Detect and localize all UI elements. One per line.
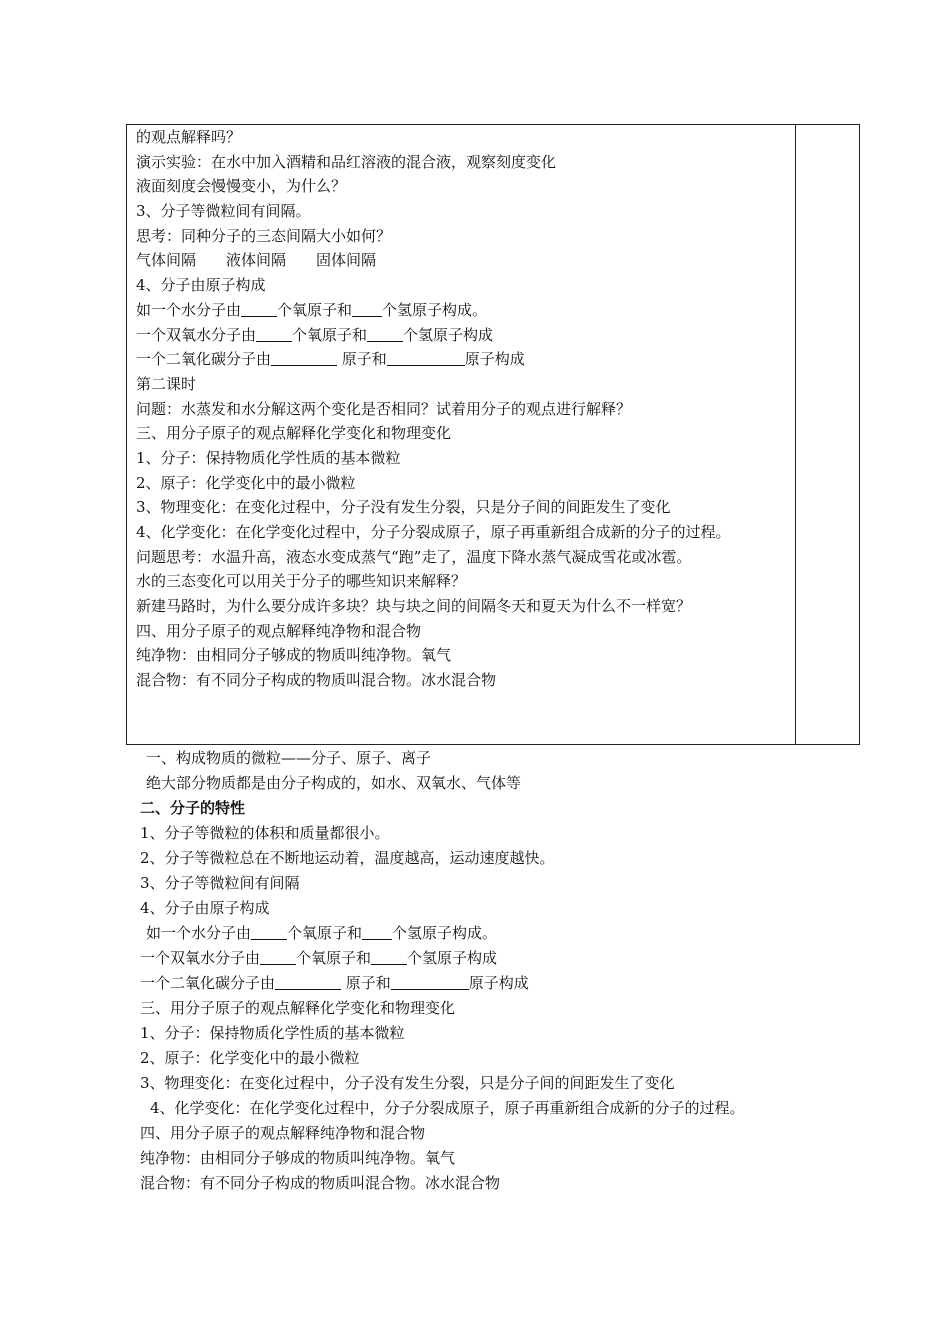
table-content-cell: [136, 125, 790, 693]
answer-blank[interactable]: [260, 949, 296, 965]
answer-blank[interactable]: [241, 301, 277, 317]
fill-text: 个氧原子和: [287, 924, 363, 942]
text-line: 4、分子由原子构成: [140, 899, 270, 917]
text-line: 问题思考：水温升高，液态水变成蒸气“跑”走了，温度下降水蒸气凝成雪花或冰雹。: [136, 547, 692, 566]
text-line: 混合物：有不同分子构成的物质叫混合物。冰水混合物: [140, 1174, 501, 1192]
fill-text: 一个二氧化碳分子由: [140, 974, 276, 992]
fill-in-water-molecule: [136, 298, 790, 323]
text-line: 2、原子：化学变化中的最小微粒: [140, 1049, 360, 1067]
text-line: 2、分子等微粒总在不断地运动着，温度越高，运动速度越快。: [140, 849, 555, 867]
fill-text: 个氢原子构成: [407, 949, 498, 967]
text-line: 第二课时: [136, 374, 197, 393]
table-column-divider: [795, 125, 796, 744]
text-line: 新建马路时，为什么要分成许多块？块与块之间的间隔冬天和夏天为什么不一样宽？: [136, 597, 692, 616]
fill-text: 个氢原子构成: [403, 325, 494, 344]
text-line: 3、物理变化：在变化过程中，分子没有发生分裂，只是分子间的间距发生了变化: [140, 1074, 675, 1092]
section-heading: 二、分子的特性: [140, 799, 246, 817]
text-line: 1、分子等微粒的体积和质量都很小。: [140, 824, 390, 842]
fill-text: 原子和: [341, 974, 391, 992]
answer-blank[interactable]: [251, 924, 287, 940]
fill-in-co2-molecule: [140, 971, 840, 996]
text-line: 绝大部分物质都是由分子构成的，如水、双氧水、气体等: [146, 774, 522, 792]
text-line: 4、化学变化：在化学变化过程中，分子分裂成原子，原子再重新组合成新的分子的过程。: [136, 523, 731, 541]
fill-text: 个氧原子和: [292, 325, 368, 344]
text-line: 纯净物：由相同分子够成的物质叫纯净物。氧气: [136, 646, 452, 665]
fill-text: 如一个水分子由: [136, 300, 242, 319]
section-heading: 一、构成物质的微粒——分子、原子、离子: [146, 749, 432, 767]
answer-blank[interactable]: [275, 974, 341, 990]
text-line: 液面刻度会慢慢变小，为什么？: [136, 177, 347, 196]
lesson-table: [126, 124, 860, 745]
fill-in-water-molecule: [140, 921, 840, 946]
fill-text: 一个双氧水分子由: [140, 949, 261, 967]
answer-blank[interactable]: [362, 924, 392, 940]
text-line: 4、分子由原子构成: [136, 276, 266, 295]
fill-text: 个氢原子构成。: [382, 300, 488, 319]
section-heading: 四、用分子原子的观点解释纯净物和混合物: [140, 1124, 426, 1142]
answer-blank[interactable]: [352, 301, 382, 317]
answer-blank[interactable]: [387, 350, 465, 366]
text-line: 纯净物：由相同分子够成的物质叫纯净物。氧气: [140, 1149, 456, 1167]
text-line: 混合物：有不同分子构成的物质叫混合物。冰水混合物: [136, 671, 497, 690]
fill-text: 如一个水分子由: [146, 924, 252, 942]
fill-text: 原子构成: [468, 974, 529, 992]
fill-text: 一个二氧化碳分子由: [136, 350, 272, 369]
answer-blank[interactable]: [391, 974, 469, 990]
fill-text: 个氢原子构成。: [392, 924, 498, 942]
fill-in-co2-molecule: [136, 347, 790, 372]
fill-in-h2o2-molecule: [136, 323, 790, 348]
text-line: 3、物理变化：在变化过程中，分子没有发生分裂，只是分子间的间距发生了变化: [136, 498, 671, 517]
text-line: 2、原子：化学变化中的最小微粒: [136, 473, 356, 492]
fill-text: 个氧原子和: [277, 300, 353, 319]
text-line: 1、分子：保持物质化学性质的基本微粒: [136, 448, 401, 467]
text-line: 4、化学变化：在化学变化过程中，分子分裂成原子，原子再重新组合成新的分子的过程。: [150, 1099, 745, 1117]
answer-blank[interactable]: [371, 949, 407, 965]
fill-text: 个氧原子和: [296, 949, 372, 967]
text-line: 的观点解释吗？: [136, 128, 242, 146]
text-line: 演示实验：在水中加入酒精和品红溶液的混合液，观察刻度变化: [136, 152, 557, 171]
text-line: 1、分子：保持物质化学性质的基本微粒: [140, 1024, 405, 1042]
text-line: 3、分子等微粒间有间隔。: [136, 202, 311, 221]
text-line: 3、分子等微粒间有间隔: [140, 874, 300, 892]
answer-blank[interactable]: [256, 326, 292, 342]
answer-blank[interactable]: [367, 326, 403, 342]
answer-blank[interactable]: [271, 350, 337, 366]
text-line: 四、用分子原子的观点解释纯净物和混合物: [136, 621, 422, 640]
summary-section: [140, 746, 840, 1196]
text-line: 三、用分子原子的观点解释化学变化和物理变化: [136, 424, 452, 443]
fill-text: 一个双氧水分子由: [136, 325, 257, 344]
text-line: 问题：水蒸发和水分解这两个变化是否相同？试着用分子的观点进行解释？: [136, 399, 632, 418]
fill-text: 原子构成: [464, 350, 525, 369]
text-line: 思考：同种分子的三态间隔大小如何？: [136, 226, 392, 245]
fill-in-h2o2-molecule: [140, 946, 840, 971]
section-heading: 三、用分子原子的观点解释化学变化和物理变化: [140, 999, 456, 1017]
text-line: 气体间隔 液体间隔 固体间隔: [136, 251, 377, 270]
text-line: 水的三态变化可以用关于分子的哪些知识来解释？: [136, 572, 467, 591]
fill-text: 原子和: [337, 350, 387, 369]
